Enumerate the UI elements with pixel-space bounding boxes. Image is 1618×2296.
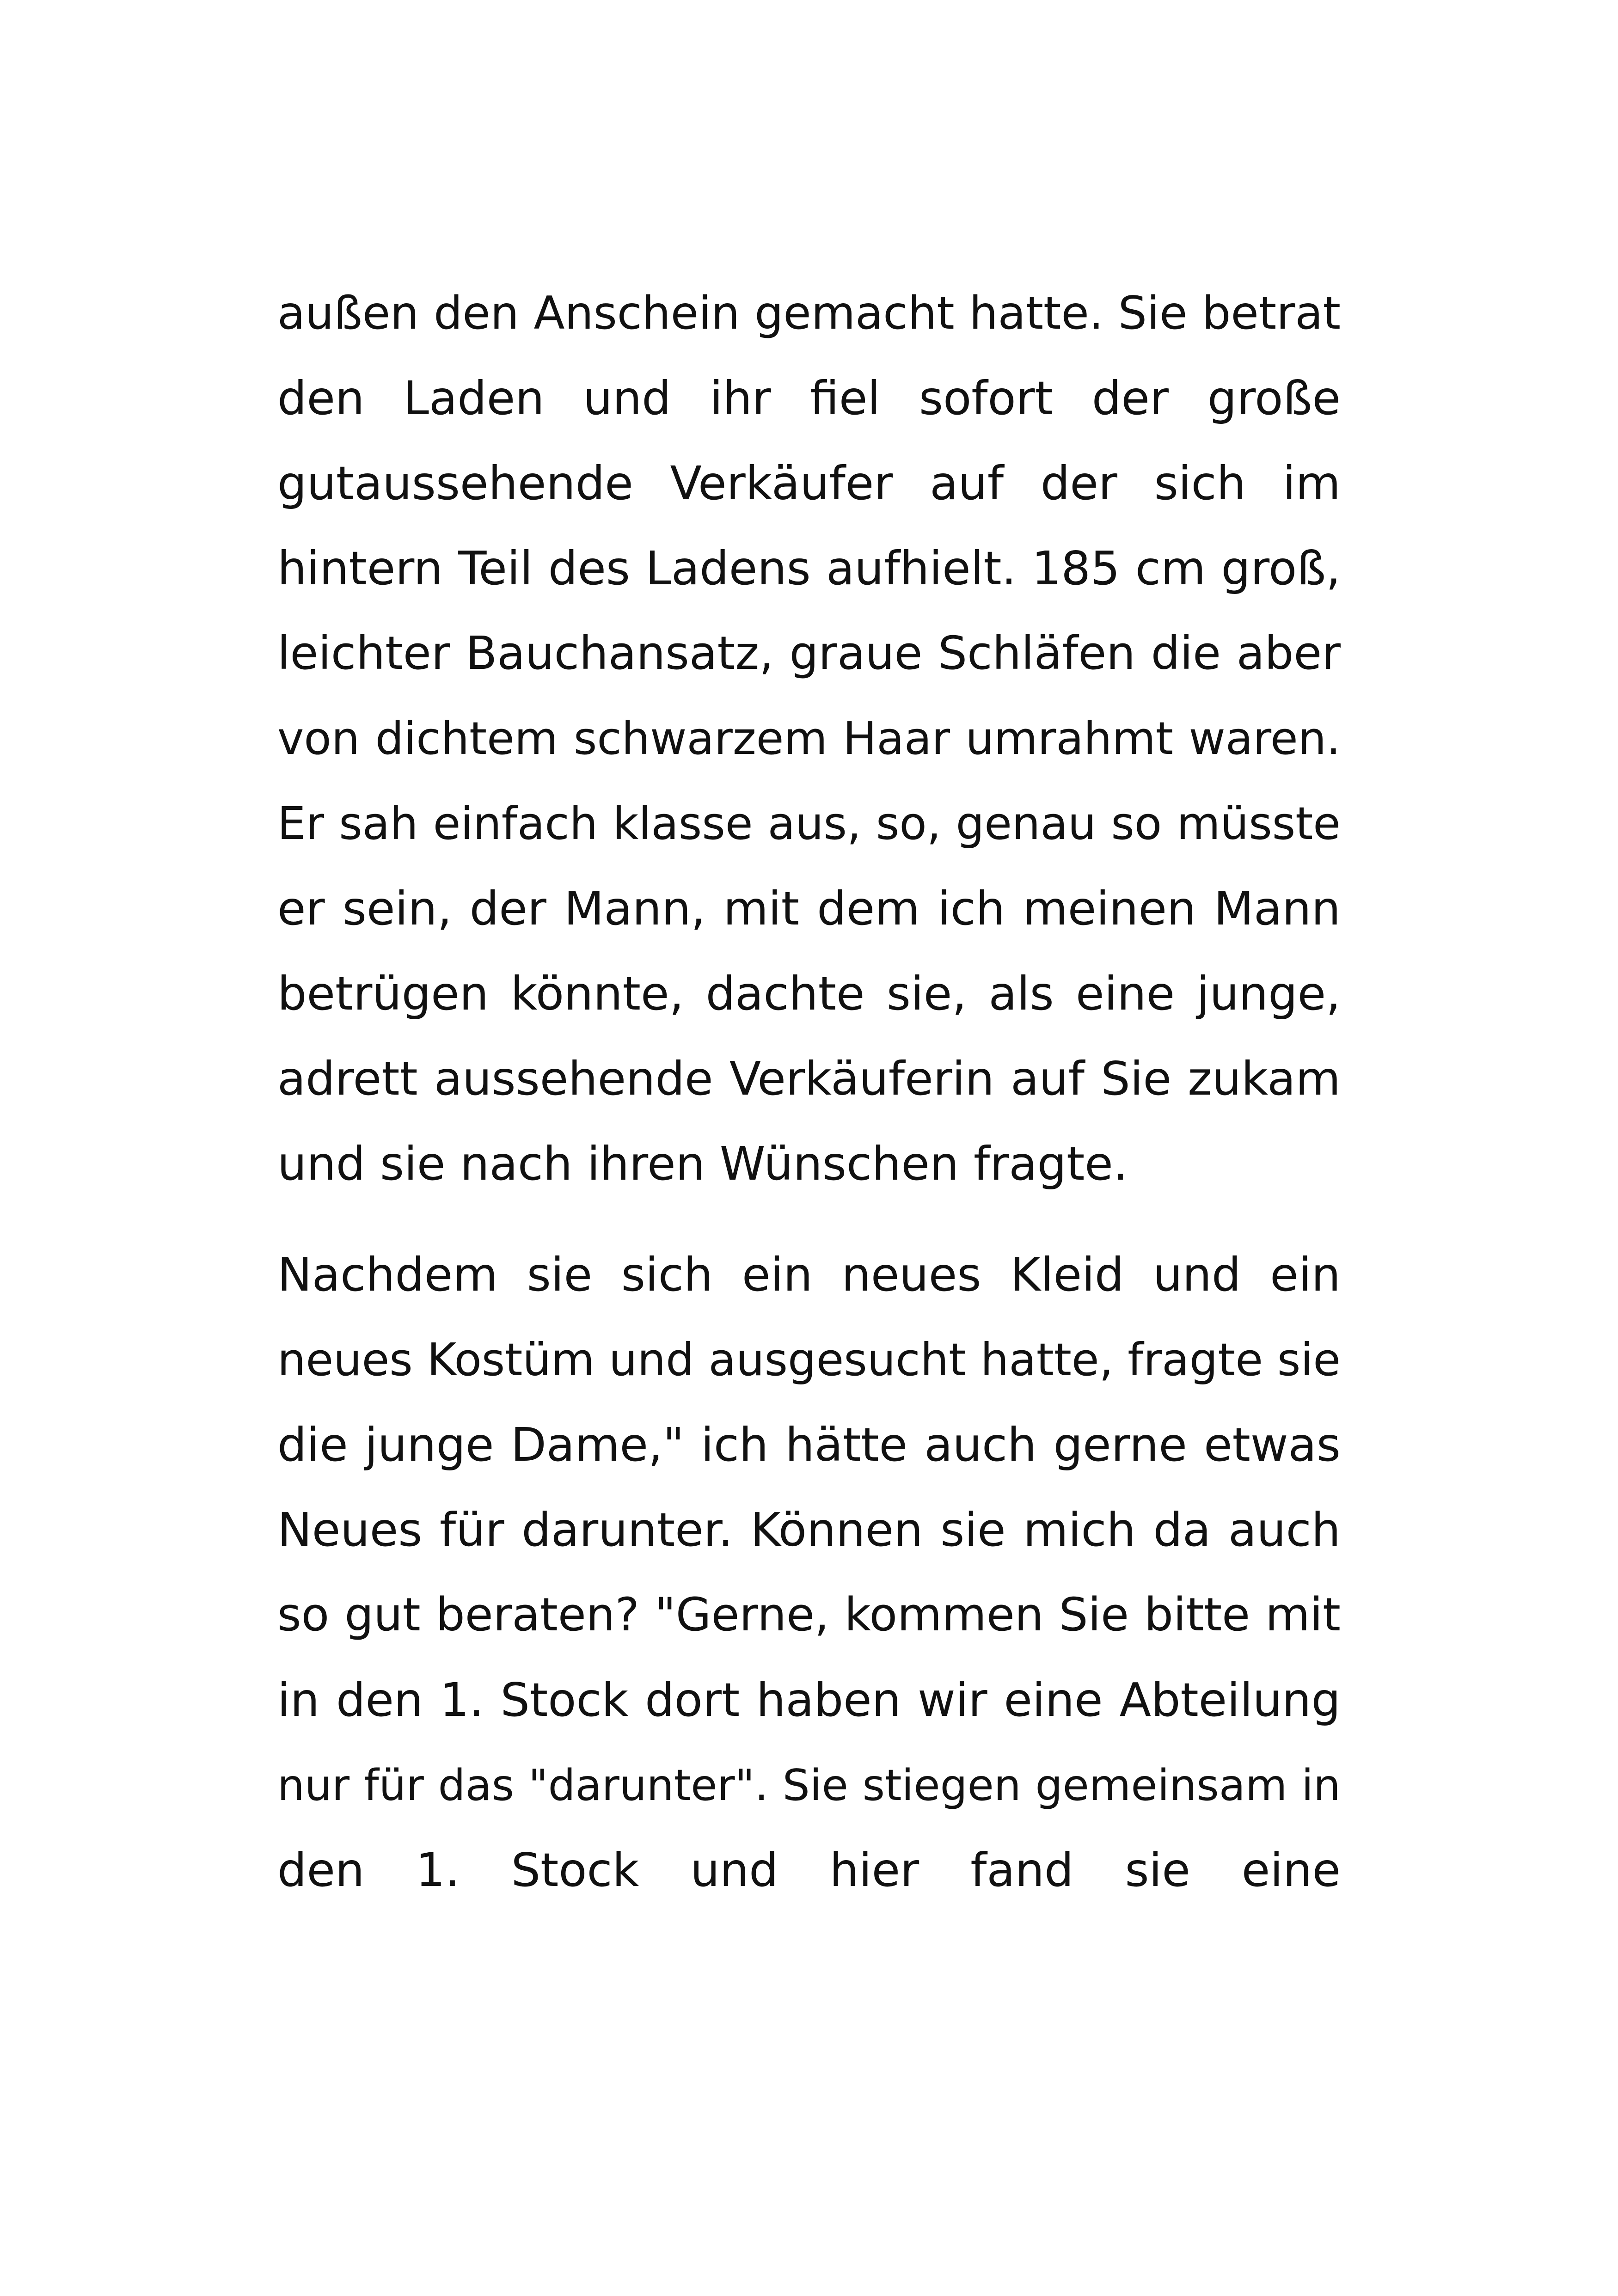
text-line: gutaussehende Verkäufer auf der sich im: [277, 456, 1341, 510]
text-line: Neues für darunter. Können sie mich da auch: [277, 1503, 1341, 1557]
text-line: hintern Teil des Ladens aufhielt. 185 cm groß,: [277, 541, 1341, 595]
text-line: und sie nach ihren Wünschen fragte.: [277, 1137, 1128, 1191]
text-line: die junge Dame," ich hätte auch gerne etwas: [277, 1418, 1341, 1472]
text-line: neues Kostüm und ausgesucht hatte, fragte sie: [277, 1334, 1341, 1386]
text-line: er sein, der Mann, mit dem ich meinen Mann: [277, 882, 1341, 936]
text-line: so gut beraten? "Gerne, kommen Sie bitte mit: [277, 1588, 1341, 1641]
text-line: betrügen könnte, dachte sie, als eine junge,: [277, 967, 1341, 1021]
text-line: adrett aussehende Verkäuferin auf Sie zukam: [277, 1052, 1341, 1106]
paragraph-1: [277, 271, 1341, 1206]
text-line: Nachdem sie sich ein neues Kleid und ein: [277, 1248, 1341, 1302]
text-line: den Laden und ihr fiel sofort der große: [277, 371, 1341, 425]
text-line: nur für das "darunter". Sie stiegen gemeinsam in: [277, 1760, 1341, 1810]
text-line: in den 1. Stock dort haben wir eine Abteilung: [277, 1673, 1341, 1727]
paragraph-2: [277, 1232, 1341, 1913]
text-line: von dichtem schwarzem Haar umrahmt waren.: [277, 712, 1341, 765]
text-line: leichter Bauchansatz, graue Schläfen die aber: [277, 627, 1341, 680]
text-line: Er sah einfach klasse aus, so, genau so müsste: [277, 797, 1341, 850]
text-line: den 1. Stock und hier fand sie eine: [277, 1843, 1341, 1897]
text-line: außen den Anschein gemacht hatte. Sie betrat: [277, 287, 1341, 340]
